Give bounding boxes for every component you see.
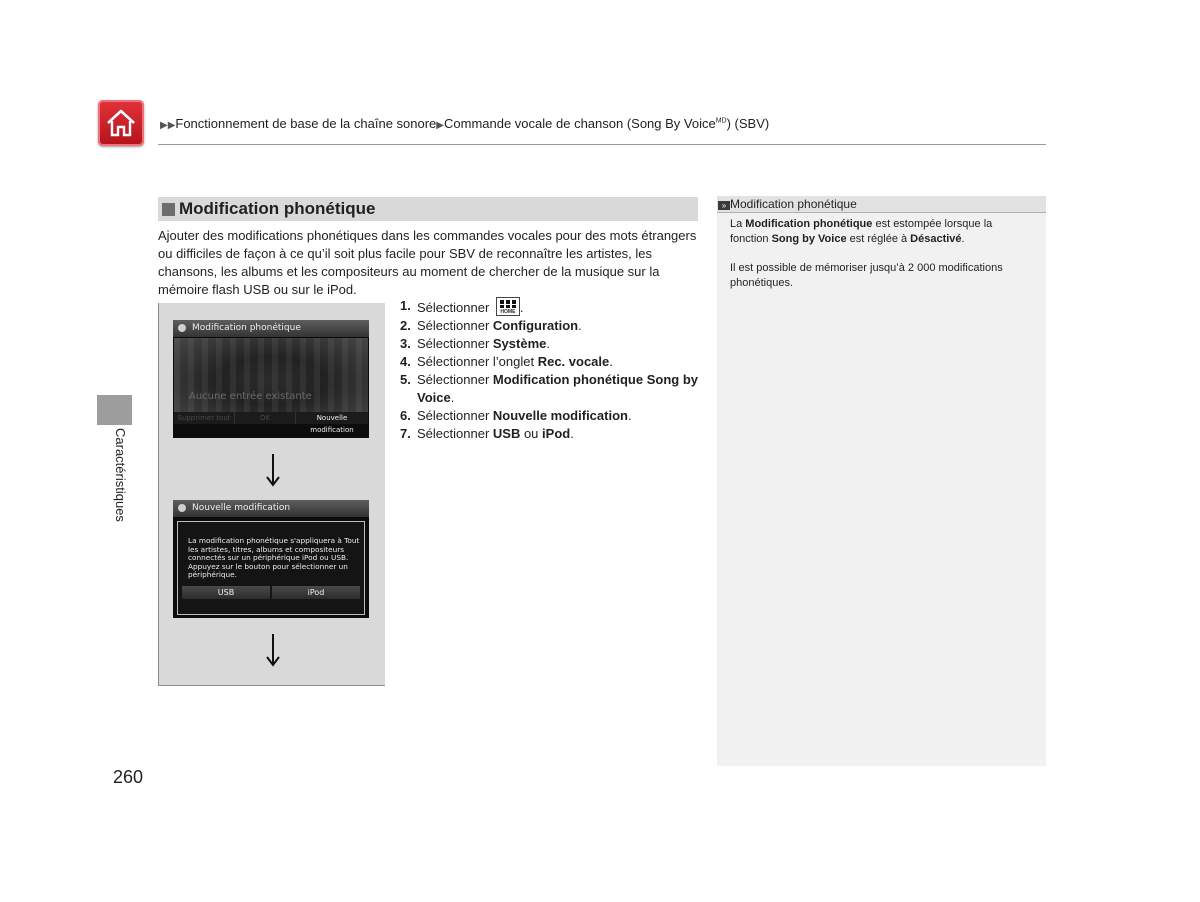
step-item <box>400 407 700 425</box>
voice-icon <box>178 504 186 512</box>
home-menu-icon <box>496 297 520 316</box>
step-end: . <box>627 408 632 423</box>
step-target: Modification phonétique Song by Voice <box>417 372 698 405</box>
step-target: Système <box>492 336 547 351</box>
step-end: . <box>519 300 524 315</box>
step-number: 1. <box>400 298 411 313</box>
dialog-box <box>177 521 365 615</box>
breadcrumb-link-sbv[interactable]: Commande vocale de chanson (Song By Voice <box>444 116 716 131</box>
step-text: ou <box>520 426 543 441</box>
ok-button[interactable]: OK <box>235 412 296 424</box>
step-target: Rec. vocale <box>537 354 610 369</box>
section-title: Modification phonétique <box>179 199 376 218</box>
step-text: Sélectionner <box>417 372 493 387</box>
usb-button[interactable]: USB <box>182 586 270 599</box>
breadcrumb <box>160 116 769 131</box>
note-marker-icon: » <box>718 201 730 210</box>
breadcrumb-arrow-icon: ▶ <box>436 120 444 131</box>
dialog-buttons <box>182 586 360 599</box>
arrow-down-icon <box>265 453 281 487</box>
screen-title-bar <box>173 500 369 517</box>
step-end: . <box>609 354 613 369</box>
step-end: . <box>578 318 582 333</box>
home-button[interactable] <box>98 100 144 146</box>
step-end: . <box>570 426 574 441</box>
step-item <box>400 353 700 371</box>
arrow-down-icon <box>265 633 281 667</box>
breadcrumb-arrow-icon: ▶▶ <box>160 120 176 131</box>
page-number: 260 <box>113 767 144 787</box>
step-target: Configuration <box>492 318 579 333</box>
step-text: Sélectionner <box>417 300 490 315</box>
step-item <box>400 425 700 443</box>
home-icon-label: HOME <box>500 309 516 315</box>
screen-body <box>174 338 368 434</box>
new-modification-button[interactable]: Nouvelle modification <box>310 414 354 434</box>
screen-title: Modification phonétique <box>192 323 301 333</box>
voice-icon <box>178 324 186 332</box>
step-text: Sélectionner <box>417 426 493 441</box>
step-number: 6. <box>400 408 411 423</box>
step-text: Sélectionner <box>417 408 493 423</box>
step-number: 5. <box>400 372 411 387</box>
step-text: Sélectionner <box>417 318 493 333</box>
intro-paragraph: Ajouter des modifications phonétiques dans les commandes vocales pour des mots étrangers ou difficiles de façon à ce qu’il soit plus facile pour SBV de reconnaître les artistes, les chansons, les albums et les compositeurs au moment de chercher de la musique sur la mémoire flash USB ou sur le iPod. <box>158 228 697 297</box>
note-sidebar <box>717 196 1046 766</box>
dialog-message: La modification phonétique s'appliquera à Tout les artistes, titres, albums et compositeurs connectés sur un périphérique iPod ou USB. Appuyez sur le bouton pour sélectionner un périphérique. <box>188 536 360 580</box>
delete-all-button[interactable]: Supprimer tout <box>174 412 235 424</box>
note-paragraph-1: La Modification phonétique est estompée lorsque la fonction Song by Voice est réglée à Désactivé. <box>730 218 993 245</box>
step-item <box>400 317 700 335</box>
step-end: . <box>546 336 550 351</box>
screen-phonetic-list <box>173 320 369 438</box>
step-item <box>400 335 700 353</box>
side-tab-label: Caractéristiques <box>113 428 128 522</box>
step-number: 2. <box>400 318 411 333</box>
screen-button-bar <box>174 412 368 434</box>
step-text: Sélectionner <box>417 336 493 351</box>
screen-title: Nouvelle modification <box>192 503 291 513</box>
step-text: Sélectionner l’onglet <box>417 354 538 369</box>
ipod-button[interactable]: iPod <box>272 586 360 599</box>
step-number: 3. <box>400 336 411 351</box>
step-target: USB <box>492 426 521 441</box>
step-end: . <box>450 390 455 405</box>
step-number: 4. <box>400 354 411 369</box>
screen-title-bar <box>173 320 369 337</box>
steps-list <box>400 297 700 443</box>
breadcrumb-link-audio[interactable]: Fonctionnement de base de la chaîne sonore <box>175 116 437 131</box>
step-target: iPod <box>542 426 571 441</box>
header-divider <box>158 144 1046 145</box>
step-item <box>400 371 700 407</box>
breadcrumb-trademark: MD <box>715 117 727 125</box>
screen-new-modification <box>173 500 369 618</box>
heading-square-icon <box>162 203 175 216</box>
breadcrumb-end: ) (SBV) <box>726 116 770 131</box>
step-item <box>400 297 700 317</box>
home-icon <box>104 106 138 140</box>
step-target: Nouvelle modification <box>492 408 628 423</box>
step-number: 7. <box>400 426 411 441</box>
note-title: Modification phonétique <box>730 197 857 211</box>
note-paragraph-2: Il est possible de mémoriser jusqu’à 2 000 modifications phonétiques. <box>730 262 1003 289</box>
empty-message: Aucune entrée existante <box>189 391 312 402</box>
section-heading <box>158 197 698 221</box>
side-tab-marker[interactable] <box>97 395 132 425</box>
screenshot-panel <box>158 303 385 686</box>
note-header <box>717 196 1046 213</box>
